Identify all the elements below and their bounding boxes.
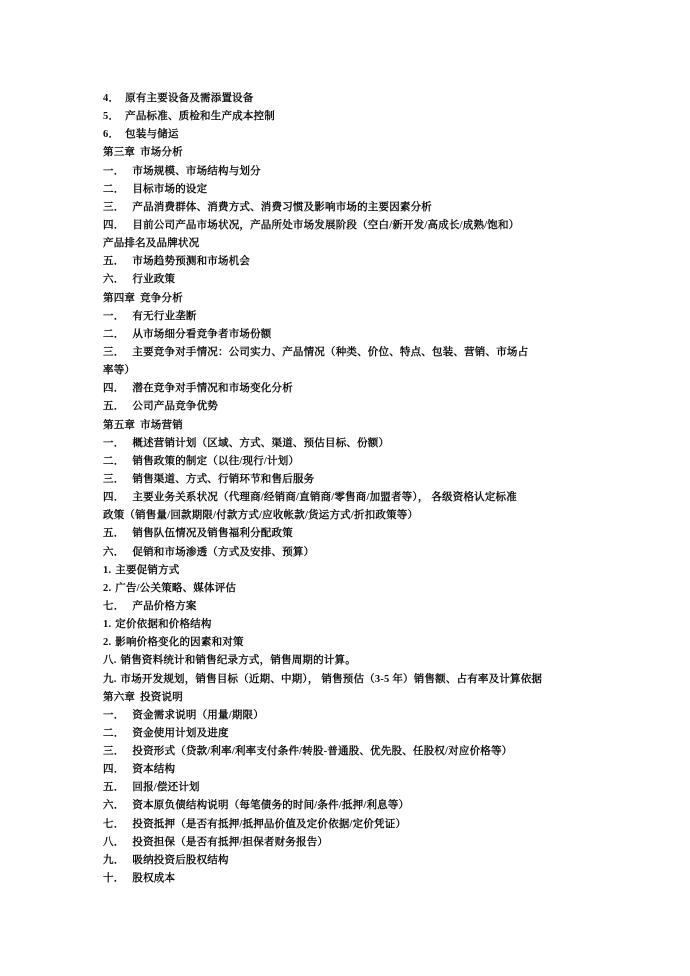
line-number: 二． <box>103 183 125 195</box>
document-line <box>103 616 643 634</box>
line-text: 政策（销售量/回款期限/付款方式/应收帐款/货运方式/折扣政策等） <box>103 510 419 522</box>
document-line <box>103 471 643 489</box>
line-number: 十． <box>103 873 125 885</box>
line-number: 三． <box>103 746 125 758</box>
document-line <box>103 652 643 670</box>
document-line <box>103 544 643 562</box>
line-text: 产品价格方案 <box>132 600 197 612</box>
line-number: 第五章 <box>103 419 136 431</box>
document-line <box>103 380 643 398</box>
document-line <box>103 163 643 181</box>
line-text: 回报/偿还计划 <box>132 782 200 794</box>
line-text: 销售政策的制定（以往/现行/计划） <box>132 455 300 467</box>
line-text: 资金需求说明（用量/期限） <box>132 709 264 721</box>
document-line <box>103 326 643 344</box>
line-text: 竞争分析 <box>140 292 183 304</box>
document-line <box>103 816 643 834</box>
line-text: 投资担保（是否有抵押/担保者财务报告） <box>132 836 329 848</box>
line-number: 八． <box>103 836 125 848</box>
line-number: 五． <box>103 528 125 540</box>
line-text: 销售资料统计和销售纪录方式，销售周期的计算。 <box>120 655 356 667</box>
line-text: 市场开发规划，销售目标（近期、中期）， 销售预估（3-5 年）销售额、占有率及计算依据 <box>120 673 543 685</box>
line-number: 六． <box>103 800 125 812</box>
document-line <box>103 707 643 725</box>
line-text: 主要竞争对手情况：公司实力、产品情况（种类、价位、特点、包装、营销、市场占 <box>132 346 529 358</box>
line-text: 广告/公关策略、媒体评估 <box>115 582 237 594</box>
document-line <box>103 344 643 362</box>
line-number: 四． <box>103 219 125 231</box>
document-line <box>103 671 643 689</box>
line-text: 吸纳投资后股权结构 <box>132 854 229 866</box>
line-number: 5． <box>103 111 120 123</box>
line-text: 投资说明 <box>140 691 183 703</box>
document-line <box>103 580 643 598</box>
line-text: 资本原负债结构说明（每笔债务的时间/条件/抵押/利息等） <box>132 800 410 812</box>
chapter-heading-line <box>103 417 643 435</box>
document-line <box>103 634 643 652</box>
line-number: 三． <box>103 473 125 485</box>
document-line <box>103 235 643 253</box>
line-number: 七． <box>103 600 125 612</box>
line-number: 四． <box>103 492 125 504</box>
line-text: 市场营销 <box>140 419 183 431</box>
line-text: 从市场细分看竞争者市场份额 <box>132 328 272 340</box>
document-line <box>103 217 643 235</box>
document-line <box>103 779 643 797</box>
line-number: 四． <box>103 764 125 776</box>
line-text: 概述营销计划（区域、方式、渠道、预估目标、份额） <box>132 437 390 449</box>
line-text: 产品排名及品牌状况 <box>103 238 200 250</box>
document-line <box>103 797 643 815</box>
document-line <box>103 435 643 453</box>
chapter-heading-line <box>103 689 643 707</box>
document-line <box>103 126 643 144</box>
document-line <box>103 870 643 888</box>
line-text: 主要促销方式 <box>115 564 180 576</box>
document-line <box>103 743 643 761</box>
line-number: 1. <box>103 564 112 576</box>
line-text: 包装与储运 <box>125 129 179 141</box>
document-line <box>103 834 643 852</box>
line-number: 第六章 <box>103 691 136 703</box>
document-line <box>103 725 643 743</box>
line-number: 二． <box>103 328 125 340</box>
document-line <box>103 108 643 126</box>
line-number: 2. <box>103 637 112 649</box>
line-text: 市场趋势预测和市场机会 <box>132 256 251 268</box>
document-line <box>103 362 643 380</box>
line-text: 投资形式（贷款/利率/利率支付条件/转股-普通股、优先股、任股权/对应价格等） <box>132 746 513 758</box>
document-line <box>103 562 643 580</box>
line-text: 资本结构 <box>132 764 176 776</box>
document-line <box>103 271 643 289</box>
line-number: 六． <box>103 274 125 286</box>
line-text: 产品消费群体、消费方式、消费习惯及影响市场的主要因素分析 <box>132 201 433 213</box>
line-number: 五． <box>103 401 125 413</box>
line-text: 目前公司产品市场状况，产品所处市场发展阶段（空白/新开发/高成长/成熟/饱和） <box>132 219 520 231</box>
line-text: 产品标准、质检和生产成本控制 <box>125 111 275 123</box>
chapter-heading-line <box>103 144 643 162</box>
line-text: 股权成本 <box>132 873 176 885</box>
document-line <box>103 489 643 507</box>
line-number: 第三章 <box>103 147 136 159</box>
document-body <box>103 90 643 888</box>
line-number: 九. <box>103 673 117 685</box>
line-number: 七． <box>103 818 125 830</box>
line-text: 市场分析 <box>140 147 183 159</box>
line-number: 四． <box>103 383 125 395</box>
line-number: 五． <box>103 256 125 268</box>
line-text: 促销和市场渗透（方式及安排、预算） <box>132 546 315 558</box>
line-text: 影响价格变化的因素和对策 <box>115 637 244 649</box>
document-line <box>103 253 643 271</box>
line-number: 三． <box>103 346 125 358</box>
line-text: 资金使用计划及进度 <box>132 727 229 739</box>
line-number: 一． <box>103 310 125 322</box>
document-line <box>103 761 643 779</box>
chapter-heading-line <box>103 290 643 308</box>
document-line <box>103 308 643 326</box>
line-number: 五． <box>103 782 125 794</box>
document-line <box>103 398 643 416</box>
line-text: 潜在竞争对手情况和市场变化分析 <box>132 383 293 395</box>
line-number: 6． <box>103 129 120 141</box>
line-text: 主要业务关系状况（代理商/经销商/直销商/零售商/加盟者等）， 各级资格认定标准 <box>132 492 517 504</box>
document-line <box>103 525 643 543</box>
line-number: 八. <box>103 655 117 667</box>
line-text: 投资抵押（是否有抵押/抵押品价值及定价依据/定价凭证） <box>132 818 407 830</box>
line-text: 率等） <box>103 365 136 377</box>
line-number: 一． <box>103 165 125 177</box>
line-number: 一． <box>103 437 125 449</box>
document-line <box>103 453 643 471</box>
line-number: 三． <box>103 201 125 213</box>
line-number: 二． <box>103 455 125 467</box>
line-number: 二． <box>103 727 125 739</box>
line-number: 4． <box>103 93 120 104</box>
line-text: 有无行业垄断 <box>132 310 197 322</box>
line-text: 定价依据和价格结构 <box>115 619 212 631</box>
line-text: 公司产品竞争优势 <box>132 401 219 413</box>
line-number: 2. <box>103 582 112 594</box>
document-line <box>103 90 643 108</box>
line-text: 行业政策 <box>132 274 176 286</box>
line-text: 原有主要设备及需添置设备 <box>125 93 254 104</box>
line-number: 六． <box>103 546 125 558</box>
line-number: 第四章 <box>103 292 136 304</box>
line-number: 一． <box>103 709 125 721</box>
line-text: 目标市场的设定 <box>132 183 208 195</box>
document-line <box>103 507 643 525</box>
document-line <box>103 199 643 217</box>
document-line <box>103 181 643 199</box>
document-line <box>103 852 643 870</box>
line-text: 市场规模、市场结构与划分 <box>132 165 261 177</box>
line-number: 九． <box>103 854 125 866</box>
document-line <box>103 598 643 616</box>
line-number: 1. <box>103 619 112 631</box>
line-text: 销售队伍情况及销售福利分配政策 <box>132 528 293 540</box>
line-text: 销售渠道、方式、行销环节和售后服务 <box>132 473 315 485</box>
